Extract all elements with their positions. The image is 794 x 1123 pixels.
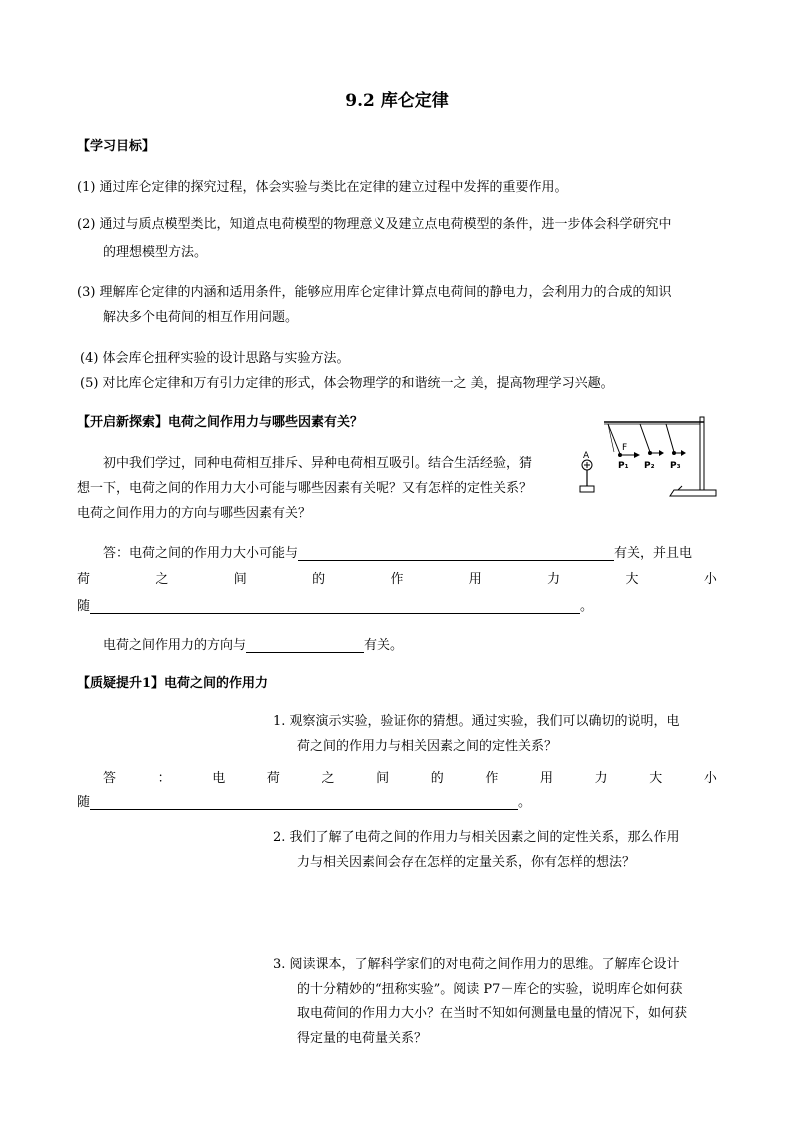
goal-item-2-cont: 的理想模型方法。 [103, 245, 208, 260]
goal-item-1: (1) 通过库仑定律的探究过程，体会实验与类比在定律的建立过程中发挥的重要作用。 [77, 180, 568, 195]
goal-item-3-cont: 解决多个电荷间的相互作用问题。 [103, 310, 299, 325]
explore-heading: 【开启新探索】电荷之间作用力与哪些因素有关？ [77, 415, 364, 430]
q1-answer-blank[interactable] [90, 797, 518, 810]
page-title: 9.2 库仑定律 [345, 91, 449, 111]
label-p3: P₃ [670, 461, 681, 471]
q2-line-1: 2. 我们了解了电荷之间的作用力与相关因素之间的定性关系，那么作用 [273, 830, 680, 845]
q3-line-3: 取电荷间的作用力大小？在当时不知如何测量电量的情况下，如何获 [297, 1006, 688, 1021]
goal-item-4: (4) 体会库仑扭秤实验的设计思路与实验方法。 [80, 351, 350, 366]
goal-item-5: (5) 对比库仑定律和万有引力定律的形式，体会物理学的和谐统一之 美，提高物理学习兴趣。 [80, 376, 614, 391]
explore-para-1: 初中我们学过，同种电荷相互排斥、异种电荷相互吸引。结合生活经验，猜 [103, 456, 533, 471]
q1-line-1: 1. 观察演示实验，验证你的猜想。通过实验，我们可以确切的说明，电 [273, 714, 680, 729]
answer-line-2: 荷 之 间 的 作 用 力 大 小 [77, 572, 717, 587]
answer-1-blank[interactable] [298, 548, 614, 561]
answer-4-blank[interactable] [246, 640, 364, 653]
label-p2: P₂ [644, 461, 655, 471]
question-heading: 【质疑提升1】电荷之间的作用力 [77, 676, 269, 691]
q1-answer-line-1: 答 ： 电 荷 之 间 的 作 用 力 大 小 [103, 771, 717, 786]
q3-line-4: 得定量的电荷量关系？ [297, 1031, 428, 1046]
q2-line-2: 力与相关因素间会存在怎样的定量关系，你有怎样的想法？ [297, 855, 636, 870]
label-a: A [583, 451, 590, 461]
answer-3-blank[interactable] [90, 601, 580, 614]
answer-1-suffix: 有关，并且电 [614, 546, 693, 561]
q3-line-2: 的十分精妙的“扭称实验”。阅读 P7－库仑的实验，说明库仑如何获 [297, 982, 683, 997]
answer-1-prefix: 答：电荷之间的作用力大小可能与 [103, 546, 299, 561]
answer-line-3: 随 。 [77, 599, 594, 614]
answer-line-4: 电荷之间作用力的方向与 有关。 [103, 638, 404, 653]
q1-answer-line-2: 随 。 [77, 795, 532, 810]
charge-experiment-figure [574, 412, 720, 498]
label-p1: P₁ [618, 461, 629, 471]
goal-item-3: (3) 理解库仑定律的内涵和适用条件，能够应用库仑定律计算点电荷间的静电力，会利用力的合成的知识 [77, 285, 672, 300]
answer-line-1 [103, 542, 717, 561]
q1-line-2: 荷之间的作用力与相关因素之间的定性关系？ [297, 739, 558, 754]
explore-para-3: 电荷之间作用力的方向与哪些因素有关？ [77, 506, 312, 521]
explore-para-2: 想一下，电荷之间的作用力大小可能与哪些因素有关呢？又有怎样的定性关系？ [77, 481, 533, 496]
goal-item-2: (2) 通过与质点模型类比，知道点电荷模型的物理意义及建立点电荷模型的条件，进一步体会科学研究中 [77, 217, 672, 232]
q3-line-1: 3. 阅读课本，了解科学家们的对电荷之间作用力的思维。了解库仑设计 [273, 957, 680, 972]
learning-goals-heading: 【学习目标】 [77, 139, 156, 154]
label-f: F [622, 443, 628, 453]
